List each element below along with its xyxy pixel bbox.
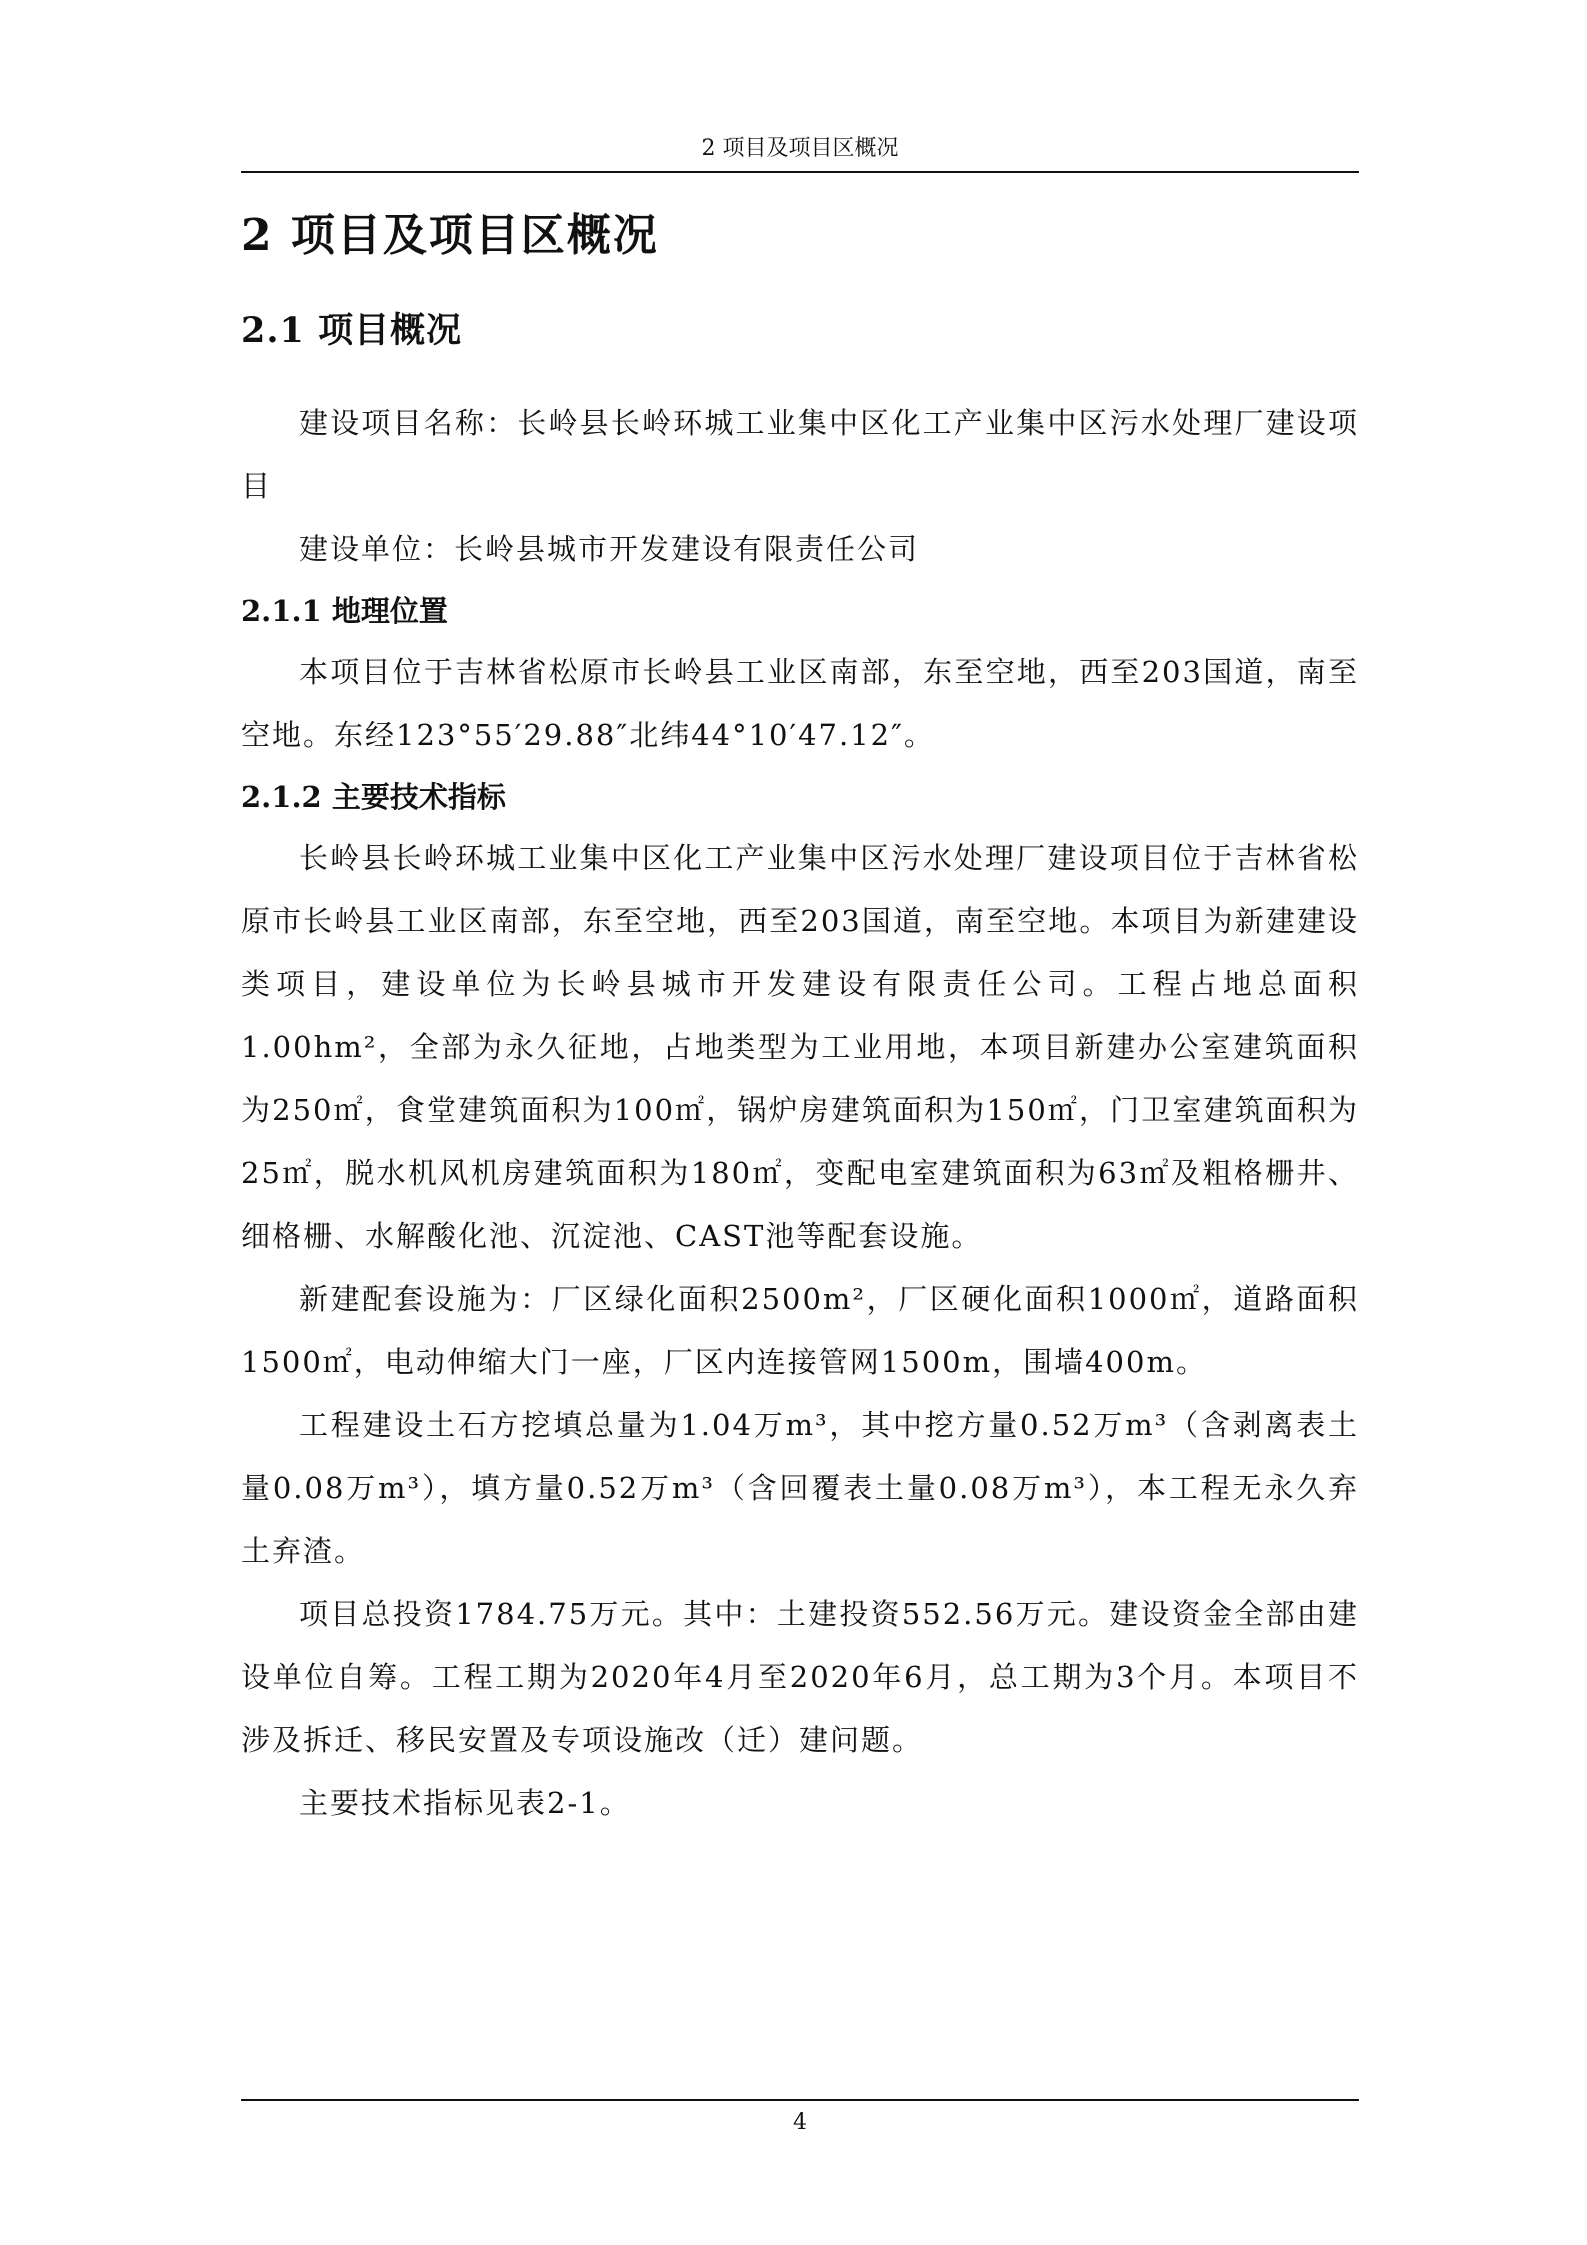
- project-name-paragraph: 建设项目名称：长岭县长岭环城工业集中区化工产业集中区污水处理厂建设项目: [241, 406, 1359, 503]
- indicators-paragraph-2: 新建配套设施为：厂区绿化面积2500m²，厂区硬化面积1000㎡，道路面积1500㎡，电动伸缩大门一座，厂区内连接管网1500m，围墙400m。: [241, 1282, 1359, 1379]
- indicators-paragraph-4: 项目总投资1784.75万元。其中：土建投资552.56万元。建设资金全部由建设单位自筹。工程工期为2020年4月至2020年6月，总工期为3个月。本项目不涉及拆迁、移民安置及专项设施改（迁）建问题。: [241, 1597, 1359, 1757]
- indicators-paragraph-3: 工程建设土石方挖填总量为1.04万m³，其中挖方量0.52万m³（含剥离表土量0.08万m³），填方量0.52万m³（含回覆表土量0.08万m³），本工程无永久弃土弃渣。: [241, 1408, 1359, 1568]
- section-title: 2.1 项目概况: [241, 310, 463, 351]
- subsection-title-location: 2.1.1 地理位置: [241, 594, 448, 628]
- subsection-title-indicators: 2.1.2 主要技术指标: [241, 780, 506, 814]
- chapter-title: 2 项目及项目区概况: [241, 210, 659, 261]
- header-rule: [241, 171, 1359, 173]
- page-number: 4: [793, 2110, 807, 2135]
- indicators-paragraph-1: 长岭县长岭环城工业集中区化工产业集中区污水处理厂建设项目位于吉林省松原市长岭县工业区南部，东至空地，西至203国道，南至空地。本项目为新建建设类项目，建设单位为长岭县城市开发建设有限责任公司。工程占地总面积1.00hm²，全部为永久征地，占地类型为工业用地，本项目新建办公室建筑面积为250㎡，食堂建筑面积为100㎡，锅炉房建筑面积为150㎡，门卫室建筑面积为25㎡，脱水机风机房建筑面积为180㎡，变配电室建筑面积为63㎡及粗格栅井、细格栅、水解酸化池、沉淀池、CAST池等配套设施。: [241, 841, 1359, 1253]
- body-text: [241, 392, 1359, 1835]
- location-paragraph: 本项目位于吉林省松原市长岭县工业区南部，东至空地，西至203国道，南至空地。东经123°55′29.88″北纬44°10′47.12″。: [241, 655, 1359, 752]
- builder-paragraph: 建设单位：长岭县城市开发建设有限责任公司: [299, 532, 920, 566]
- footer-rule: [241, 2099, 1359, 2101]
- running-header: 2 项目及项目区概况: [701, 136, 899, 161]
- indicators-paragraph-5: 主要技术指标见表2-1。: [299, 1786, 631, 1820]
